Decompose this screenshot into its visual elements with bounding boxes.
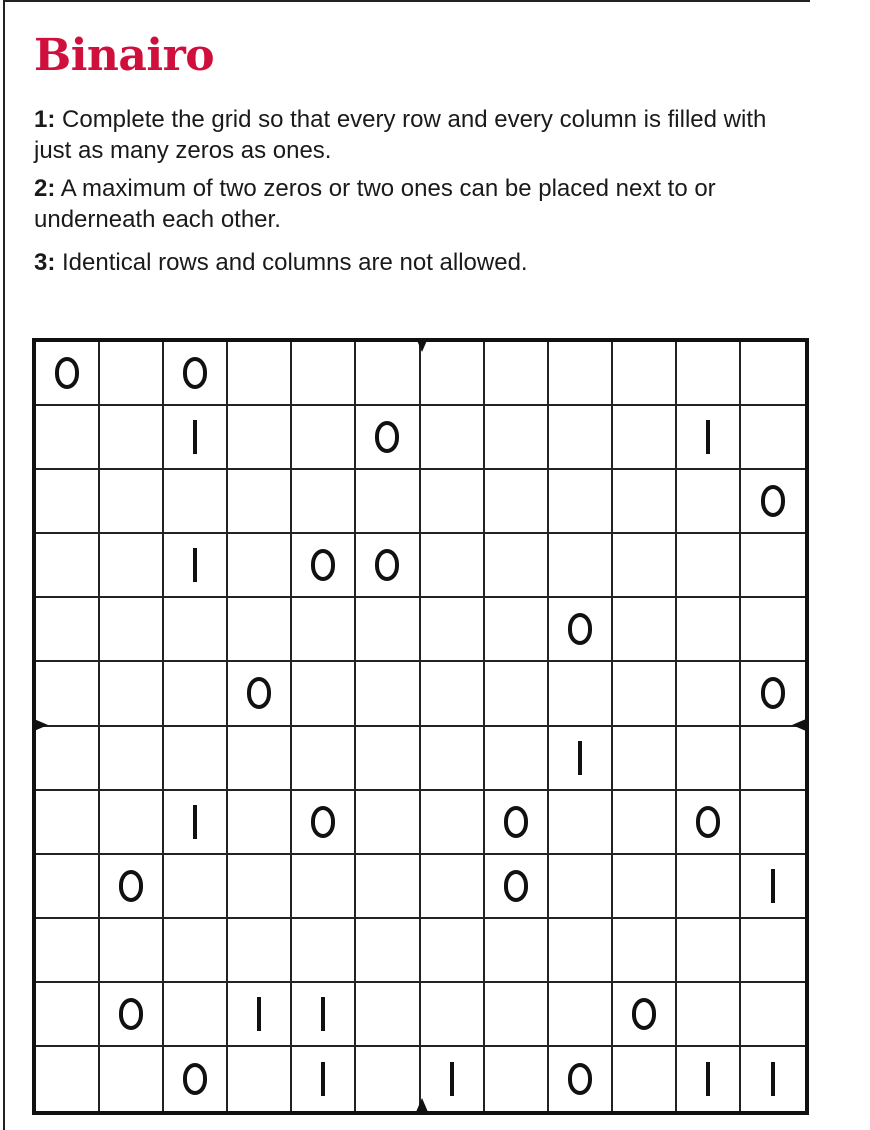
grid-cell-r6-c5[interactable] (292, 662, 356, 726)
grid-cell-r9-c6[interactable] (356, 855, 420, 919)
digit-zero (696, 806, 720, 838)
grid-cell-r12-c12 (741, 1047, 805, 1111)
grid-cell-r3-c10[interactable] (613, 470, 677, 534)
grid-cell-r2-c3 (164, 406, 228, 470)
grid-cell-r9-c4[interactable] (228, 855, 292, 919)
page-left-border (3, 0, 5, 1130)
grid-cell-r2-c6 (356, 406, 420, 470)
grid-cell-r10-c10[interactable] (613, 919, 677, 983)
grid-cell-r11-c7[interactable] (421, 983, 485, 1047)
grid-cell-r8-c1[interactable] (36, 791, 100, 855)
digit-one (706, 1062, 710, 1096)
grid-cell-r6-c8[interactable] (485, 662, 549, 726)
grid-cell-r6-c12 (741, 662, 805, 726)
digit-one (321, 1062, 325, 1096)
grid-cell-r10-c9[interactable] (549, 919, 613, 983)
grid-cell-r10-c1[interactable] (36, 919, 100, 983)
digit-zero (632, 998, 656, 1030)
grid-cell-r5-c8[interactable] (485, 598, 549, 662)
grid-cell-r10-c5[interactable] (292, 919, 356, 983)
grid-cell-r2-c10[interactable] (613, 406, 677, 470)
grid-cell-r11-c3[interactable] (164, 983, 228, 1047)
grid-cell-r9-c8 (485, 855, 549, 919)
grid-cell-r6-c9[interactable] (549, 662, 613, 726)
grid-cell-r7-c10[interactable] (613, 727, 677, 791)
grid-cell-r5-c1[interactable] (36, 598, 100, 662)
grid-cell-r10-c2[interactable] (100, 919, 164, 983)
grid-cell-r7-c2[interactable] (100, 727, 164, 791)
digit-zero (119, 998, 143, 1030)
grid-cell-r12-c4[interactable] (228, 1047, 292, 1111)
grid-cell-r10-c8[interactable] (485, 919, 549, 983)
grid-cell-r4-c2[interactable] (100, 534, 164, 598)
digit-one (193, 548, 197, 582)
grid-cell-r11-c8[interactable] (485, 983, 549, 1047)
grid-cell-r4-c9[interactable] (549, 534, 613, 598)
grid-cell-r3-c9[interactable] (549, 470, 613, 534)
grid-cell-r6-c10[interactable] (613, 662, 677, 726)
digit-one (771, 1062, 775, 1096)
grid-cell-r3-c5[interactable] (292, 470, 356, 534)
grid-cell-r9-c12 (741, 855, 805, 919)
center-marker-bottom (416, 1098, 428, 1112)
grid-cell-r3-c2[interactable] (100, 470, 164, 534)
digit-zero (311, 806, 335, 838)
grid-cell-r5-c3[interactable] (164, 598, 228, 662)
grid-cell-r2-c7[interactable] (421, 406, 485, 470)
grid-cell-r2-c1[interactable] (36, 406, 100, 470)
digit-zero (568, 1063, 592, 1095)
grid-cell-r8-c3 (164, 791, 228, 855)
digit-one (193, 805, 197, 839)
grid-cell-r7-c9 (549, 727, 613, 791)
grid-cell-r2-c2[interactable] (100, 406, 164, 470)
grid-cell-r4-c3 (164, 534, 228, 598)
rule-2 (34, 173, 794, 235)
grid-cell-r12-c3 (164, 1047, 228, 1111)
grid-cell-r3-c3[interactable] (164, 470, 228, 534)
grid-cell-r1-c10[interactable] (613, 342, 677, 406)
grid-cell-r5-c4[interactable] (228, 598, 292, 662)
rule-1-text: Complete the grid so that every row and every column is filled with just as many zeros as ones. (34, 106, 767, 164)
grid-cell-r3-c6[interactable] (356, 470, 420, 534)
grid-cell-r6-c6[interactable] (356, 662, 420, 726)
grid-cell-r5-c2[interactable] (100, 598, 164, 662)
grid-cell-r7-c6[interactable] (356, 727, 420, 791)
grid-cell-r1-c11[interactable] (677, 342, 741, 406)
grid-cell-r2-c5[interactable] (292, 406, 356, 470)
grid-cell-r2-c8[interactable] (485, 406, 549, 470)
grid-cell-r8-c8 (485, 791, 549, 855)
digit-zero (311, 549, 335, 581)
grid-cell-r8-c12[interactable] (741, 791, 805, 855)
grid-cell-r12-c1[interactable] (36, 1047, 100, 1111)
grid-cell-r1-c6[interactable] (356, 342, 420, 406)
grid-cell-r7-c8[interactable] (485, 727, 549, 791)
grid-cell-r6-c3[interactable] (164, 662, 228, 726)
grid-cell-r6-c7[interactable] (421, 662, 485, 726)
grid-cell-r1-c9[interactable] (549, 342, 613, 406)
grid-cell-r2-c9[interactable] (549, 406, 613, 470)
grid-cell-r1-c1 (36, 342, 100, 406)
digit-zero (247, 677, 271, 709)
rule-1-number: 1: (34, 106, 56, 133)
grid-cell-r9-c1[interactable] (36, 855, 100, 919)
grid-cell-r7-c7[interactable] (421, 727, 485, 791)
digit-one (450, 1062, 454, 1096)
grid-cell-r8-c11 (677, 791, 741, 855)
grid-cell-r6-c2[interactable] (100, 662, 164, 726)
grid-cell-r9-c11[interactable] (677, 855, 741, 919)
grid-cell-r11-c9[interactable] (549, 983, 613, 1047)
center-marker-top (416, 338, 428, 352)
grid-cell-r4-c8[interactable] (485, 534, 549, 598)
rule-3-number: 3: (34, 249, 56, 276)
grid-cell-r3-c4[interactable] (228, 470, 292, 534)
grid-cell-r1-c2[interactable] (100, 342, 164, 406)
grid-cell-r8-c2[interactable] (100, 791, 164, 855)
center-marker-right (792, 719, 806, 731)
grid-cell-r4-c5 (292, 534, 356, 598)
grid-cell-r10-c7[interactable] (421, 919, 485, 983)
rule-3 (34, 247, 794, 278)
digit-zero (568, 613, 592, 645)
grid-cell-r10-c3[interactable] (164, 919, 228, 983)
digit-one (706, 420, 710, 454)
grid-cell-r3-c7[interactable] (421, 470, 485, 534)
digit-zero (504, 870, 528, 902)
grid-cell-r7-c4[interactable] (228, 727, 292, 791)
grid-cell-r11-c11[interactable] (677, 983, 741, 1047)
grid-cell-r6-c4 (228, 662, 292, 726)
digit-one (321, 997, 325, 1031)
grid-cell-r5-c6[interactable] (356, 598, 420, 662)
page-top-rule (3, 0, 810, 2)
grid-cell-r2-c11 (677, 406, 741, 470)
grid-cell-r5-c10[interactable] (613, 598, 677, 662)
digit-one (193, 420, 197, 454)
grid-cell-r5-c9 (549, 598, 613, 662)
grid-cell-r12-c8[interactable] (485, 1047, 549, 1111)
grid-cell-r9-c7[interactable] (421, 855, 485, 919)
grid-cell-r1-c8[interactable] (485, 342, 549, 406)
digit-zero (183, 1063, 207, 1095)
grid-cell-r7-c12[interactable] (741, 727, 805, 791)
grid-cell-r8-c9[interactable] (549, 791, 613, 855)
puzzle-grid (32, 338, 809, 1115)
grid-cell-r8-c5 (292, 791, 356, 855)
grid-cell-r7-c3[interactable] (164, 727, 228, 791)
grid-cell-r5-c11[interactable] (677, 598, 741, 662)
grid-cell-r9-c3[interactable] (164, 855, 228, 919)
grid-cell-r4-c11[interactable] (677, 534, 741, 598)
digit-zero (504, 806, 528, 838)
grid-cell-r12-c7 (421, 1047, 485, 1111)
grid-cell-r8-c7[interactable] (421, 791, 485, 855)
grid-cell-r4-c6 (356, 534, 420, 598)
center-marker-left (34, 719, 48, 731)
grid-cell-r1-c4[interactable] (228, 342, 292, 406)
grid-cell-r11-c12[interactable] (741, 983, 805, 1047)
grid-cell-r3-c1[interactable] (36, 470, 100, 534)
grid-cell-r11-c10 (613, 983, 677, 1047)
grid-cell-r9-c2 (100, 855, 164, 919)
grid-cell-r8-c4[interactable] (228, 791, 292, 855)
grid-cell-r11-c2 (100, 983, 164, 1047)
digit-zero (183, 357, 207, 389)
rule-2-text: A maximum of two zeros or two ones can be placed next to or underneath each other. (34, 175, 716, 233)
grid-cell-r11-c5 (292, 983, 356, 1047)
digit-one (257, 997, 261, 1031)
grid-cell-r2-c12[interactable] (741, 406, 805, 470)
grid-cell-r2-c4[interactable] (228, 406, 292, 470)
grid-cell-r12-c5 (292, 1047, 356, 1111)
digit-one (578, 741, 582, 775)
grid-cell-r6-c11[interactable] (677, 662, 741, 726)
digit-zero (55, 357, 79, 389)
grid-cell-r10-c11[interactable] (677, 919, 741, 983)
grid-cell-r3-c12 (741, 470, 805, 534)
grid-cell-r10-c12[interactable] (741, 919, 805, 983)
digit-zero (119, 870, 143, 902)
digit-zero (375, 549, 399, 581)
grid-cell-r4-c7[interactable] (421, 534, 485, 598)
grid-cell-r11-c1[interactable] (36, 983, 100, 1047)
grid-cell-r7-c11[interactable] (677, 727, 741, 791)
grid-cell-r1-c5[interactable] (292, 342, 356, 406)
grid-cell-r1-c12[interactable] (741, 342, 805, 406)
grid-cell-r12-c11 (677, 1047, 741, 1111)
rule-2-number: 2: (34, 175, 56, 202)
grid-cell-r12-c10[interactable] (613, 1047, 677, 1111)
grid-cell-r10-c4[interactable] (228, 919, 292, 983)
grid-cell-r6-c1[interactable] (36, 662, 100, 726)
grid-cell-r4-c1[interactable] (36, 534, 100, 598)
grid-cell-r5-c12[interactable] (741, 598, 805, 662)
grid-cell-r1-c3 (164, 342, 228, 406)
grid-cell-r4-c12[interactable] (741, 534, 805, 598)
rule-3-text: Identical rows and columns are not allowed. (55, 249, 528, 276)
grid-cell-r8-c10[interactable] (613, 791, 677, 855)
grid-cell-r9-c5[interactable] (292, 855, 356, 919)
grid-cell-r5-c7[interactable] (421, 598, 485, 662)
digit-zero (761, 485, 785, 517)
grid-cell-r7-c5[interactable] (292, 727, 356, 791)
grid-cell-r8-c6[interactable] (356, 791, 420, 855)
grid-cell-r9-c10[interactable] (613, 855, 677, 919)
grid-cell-r9-c9[interactable] (549, 855, 613, 919)
grid-cell-r12-c9 (549, 1047, 613, 1111)
grid-cell-r3-c8[interactable] (485, 470, 549, 534)
grid-cell-r7-c1[interactable] (36, 727, 100, 791)
rule-1 (34, 104, 794, 166)
grid-cell-r12-c6[interactable] (356, 1047, 420, 1111)
grid-cell-r12-c2[interactable] (100, 1047, 164, 1111)
grid-cell-r10-c6[interactable] (356, 919, 420, 983)
digit-zero (375, 421, 399, 453)
grid-cell-r1-c7[interactable] (421, 342, 485, 406)
page-title: Binairo (34, 30, 215, 81)
grid-cell-r4-c10[interactable] (613, 534, 677, 598)
digit-zero (761, 677, 785, 709)
digit-one (771, 869, 775, 903)
grid-cell-r11-c4 (228, 983, 292, 1047)
grid-cell-r5-c5[interactable] (292, 598, 356, 662)
grid-cell-r3-c11[interactable] (677, 470, 741, 534)
grid-cell-r4-c4[interactable] (228, 534, 292, 598)
grid-cell-r11-c6[interactable] (356, 983, 420, 1047)
